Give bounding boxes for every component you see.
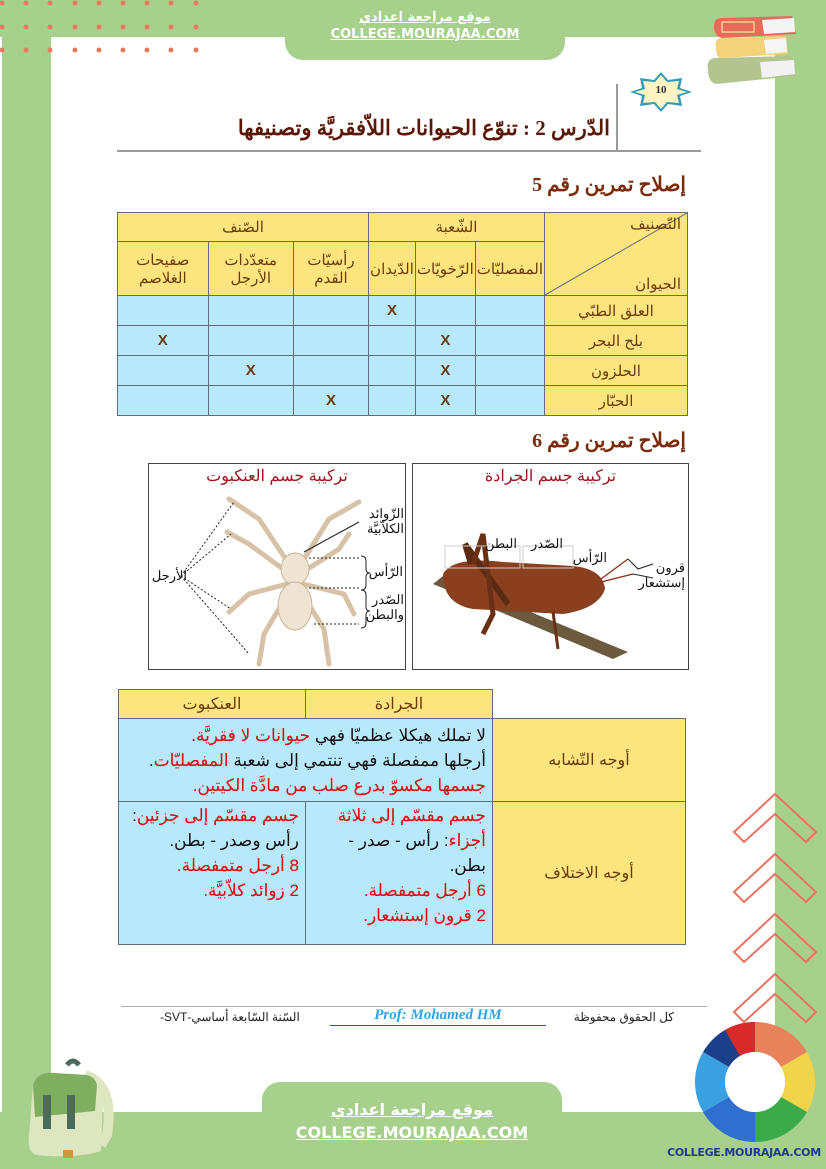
comparison-table <box>118 689 686 945</box>
locust-difference <box>305 802 492 945</box>
lesson-title: الدّرس 2 : تنوّع الحيوانات اللاّفقريَّة وتصنيفها <box>237 116 610 140</box>
label-thorax-abdomen: الصّدر والبطن <box>365 592 404 622</box>
mark-cell: X <box>208 356 293 386</box>
site-arabic-name: موقع مراجعة اعدادي <box>330 1100 494 1119</box>
table-row <box>118 386 688 416</box>
spider-illustration-icon <box>149 464 405 669</box>
mark-cell: X <box>369 296 416 326</box>
subjects-wheel-logo-icon[interactable] <box>695 1022 815 1142</box>
label-head: الرّأس <box>572 550 607 565</box>
highlight: المفصليّات <box>153 750 229 770</box>
highlight: 8 أرجل متمفصلة. <box>176 856 299 875</box>
locust-figure-title: تركيبة جسم الجرادة <box>484 468 617 485</box>
mark-cell <box>118 386 209 416</box>
highlight: 2 زوائد كلاّبيَّة. <box>203 881 299 900</box>
mark-cell <box>118 356 209 386</box>
column-header: الرّخويّات <box>415 242 475 296</box>
column-header-spider: العنكبوت <box>119 690 306 719</box>
mark-cell <box>293 326 368 356</box>
animal-name: الحلزون <box>545 356 688 386</box>
row-label-difference: أوجه الاختلاف <box>492 802 685 945</box>
highlight: 2 قرون إستشعار. <box>363 906 486 925</box>
highlight: جسمها مكسوّ بدرع صلب من مادَّة الكيتين. <box>192 775 486 795</box>
mark-cell: X <box>118 326 209 356</box>
backpack-icon <box>15 1055 115 1165</box>
mark-cell <box>475 356 544 386</box>
spider-figure-title: تركيبة جسم العنكبوت <box>206 468 348 485</box>
highlight: حيوانات لا فقريَّة <box>195 725 311 745</box>
left-frame-band <box>2 0 51 1169</box>
table-row <box>118 326 688 356</box>
spider-difference <box>119 802 306 945</box>
mark-cell <box>208 386 293 416</box>
mark-cell <box>293 296 368 326</box>
row-label-similarity: أوجه التّشابه <box>492 719 685 802</box>
animal-name: الحبّار <box>545 386 688 416</box>
mark-cell <box>208 296 293 326</box>
group-header-phylum: الشّعبة <box>369 213 545 242</box>
label-head: الرّأس <box>368 564 403 579</box>
header-vertical-rule <box>616 84 618 152</box>
footer-level: السّنة السّابعة أساسي-SVT- <box>160 1010 300 1024</box>
label-abdomen: البطن <box>484 536 517 551</box>
mark-cell <box>369 356 416 386</box>
label-legs: الأرجل <box>151 568 187 583</box>
decorative-dots-icon <box>0 0 200 55</box>
chevron-up-decoration-icon <box>732 790 818 1030</box>
text: : رأس - صدر - بطن. <box>348 831 486 875</box>
column-header-locust: الجرادة <box>305 690 492 719</box>
header-horizontal-rule <box>117 150 701 152</box>
mark-cell <box>369 386 416 416</box>
text: أرجلها ممفصلة فهي تنتمي إلى شعبة <box>228 750 486 770</box>
label-thorax: الصّدر <box>531 536 563 551</box>
site-link-bottom[interactable] <box>262 1098 562 1144</box>
mark-cell <box>475 296 544 326</box>
site-link-top[interactable] <box>285 9 565 43</box>
table-row <box>118 296 688 326</box>
mark-cell: X <box>415 386 475 416</box>
locust-figure <box>412 463 689 670</box>
similarity-text: لا تملك هيكلا عظميّا فهي حيوانات لا فقريَّة. أرجلها ممفصلة فهي تنتمي إلى شعبة المفصليّات. جسمها مكسوّ بدرع صلب من مادَّة الكيتين. <box>119 719 493 802</box>
label-antennae: قرون إستشعار <box>638 560 685 590</box>
mark-cell: X <box>293 386 368 416</box>
page-number: 10 <box>655 84 667 96</box>
column-header: متعدّدات الأرجل <box>208 242 293 296</box>
site-arabic-name: موقع مراجعة اعدادي <box>359 10 491 25</box>
books-stack-icon <box>700 12 800 90</box>
spider-figure <box>148 463 406 670</box>
mark-cell <box>475 386 544 416</box>
empty-corner <box>492 690 685 719</box>
footer-author: Prof: Mohamed HM <box>330 1007 546 1026</box>
text: لا تملك هيكلا عظميّا فهي <box>310 725 486 745</box>
mark-cell: X <box>415 356 475 386</box>
site-url: COLLEGE.MOURAJAA.COM <box>330 27 520 42</box>
mark-cell <box>208 326 293 356</box>
mark-cell: X <box>415 326 475 356</box>
column-header: المفصليّات <box>475 242 544 296</box>
site-url: COLLEGE.MOURAJAA.COM <box>295 1123 529 1142</box>
table-corner-cell <box>545 213 688 296</box>
mark-cell <box>369 326 416 356</box>
column-header: صفيحات الغلاصم <box>118 242 209 296</box>
mark-cell <box>475 326 544 356</box>
group-header-class: الصّنف <box>118 213 369 242</box>
wheel-site-label: COLLEGE.MOURAJAA.COM <box>667 1146 821 1159</box>
mark-cell <box>415 296 475 326</box>
highlight: جسم مقسّم إلى ثلاثة أجزاء <box>337 806 486 850</box>
animal-name: بلح البحر <box>545 326 688 356</box>
highlight: جسم مقسّم إلى جزئين <box>136 806 299 825</box>
classification-table <box>117 212 688 416</box>
column-header: رأسيّات القدم <box>293 242 368 296</box>
corner-label-classification: التّصنيف <box>630 216 681 233</box>
footer-rights: كل الحقوق محفوظة <box>573 1010 674 1024</box>
mark-cell <box>118 296 209 326</box>
highlight: 6 أرجل متمفصلة. <box>363 881 486 900</box>
column-header: الدّيدان <box>369 242 416 296</box>
exercise6-title: إصلاح تمرين رقم 6 <box>532 430 686 452</box>
table-row <box>118 356 688 386</box>
animal-name: العلق الطبّي <box>545 296 688 326</box>
label-pedipalps: الزّوائد الكلاّبيَّة <box>366 506 404 536</box>
corner-label-animal: الحيوان <box>635 276 681 293</box>
mark-cell <box>293 356 368 386</box>
exercise5-title: إصلاح تمرين رقم 5 <box>532 174 686 196</box>
text: : رأس وصدر - بطن. <box>132 806 299 850</box>
